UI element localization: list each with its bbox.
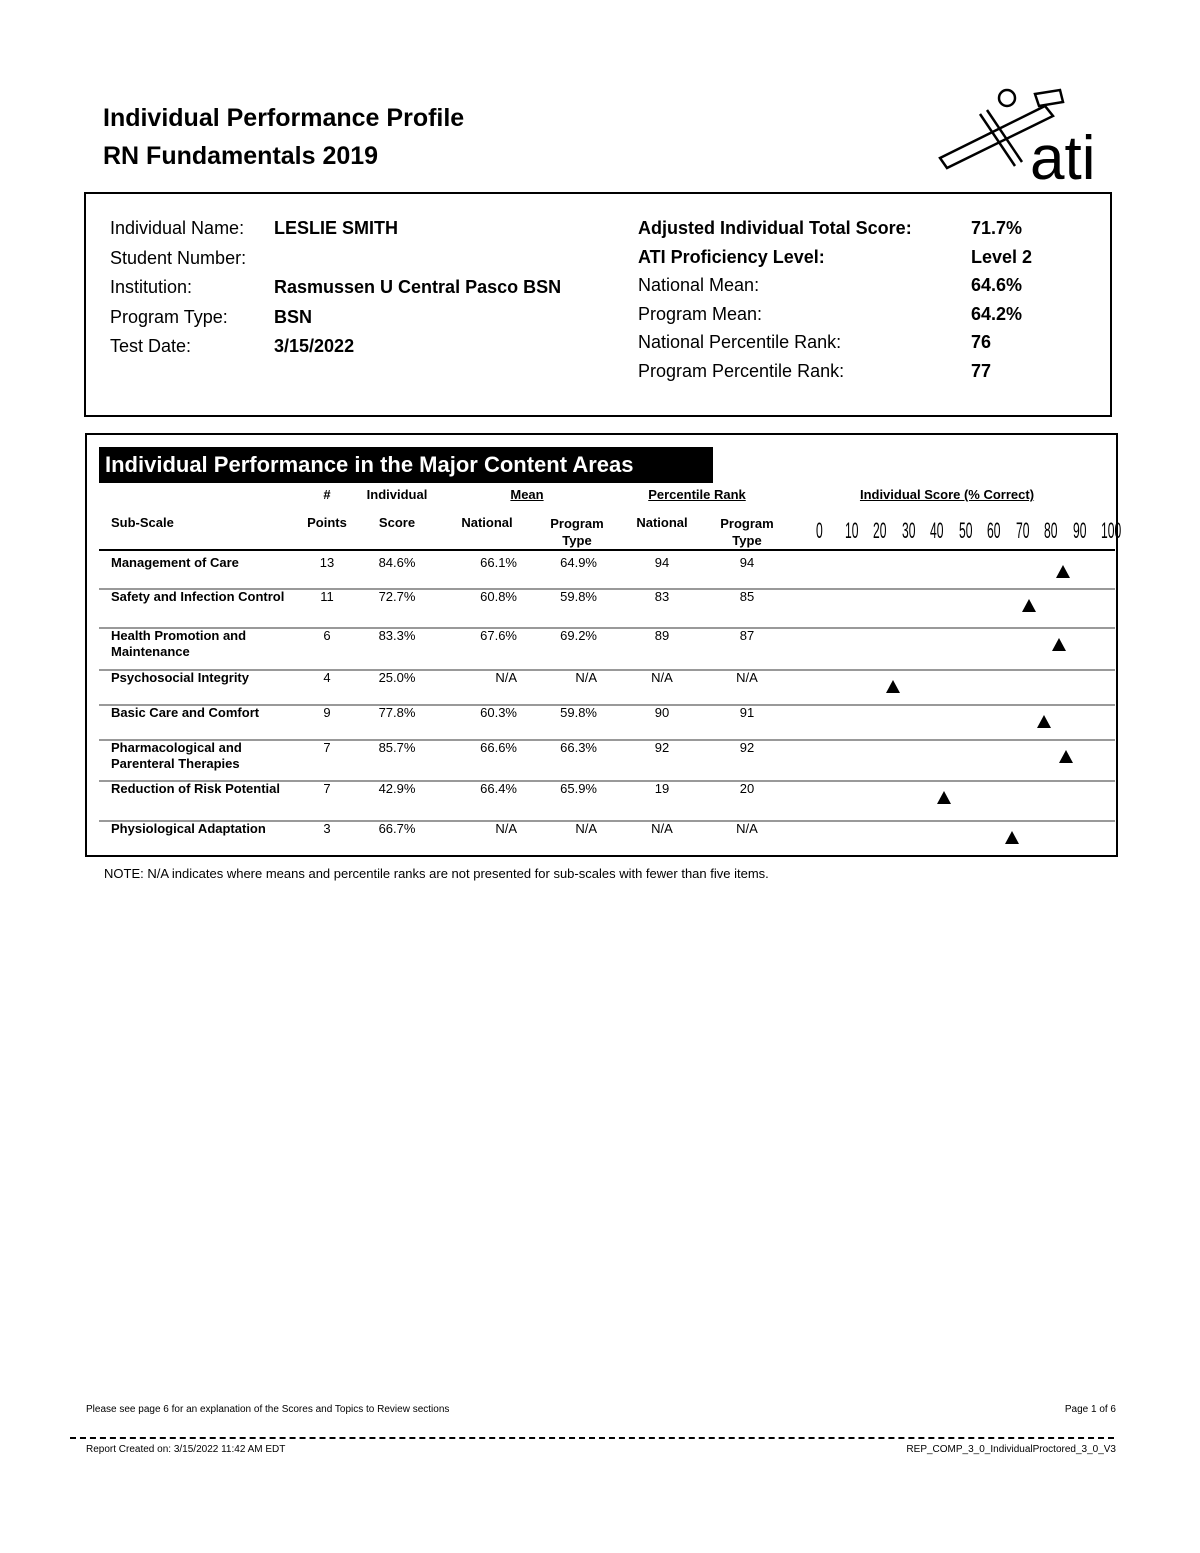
score-cell: 25.0%	[378, 670, 416, 685]
sub-scale-name: Psychosocial Integrity	[111, 670, 249, 685]
summary-label: National Mean:	[638, 275, 760, 295]
program-mean-cell: 59.8%	[560, 589, 597, 604]
program-pr-cell: 94	[739, 555, 755, 570]
summary-value: 64.6%	[971, 275, 1023, 295]
scale-tick: 50	[958, 518, 972, 543]
score-cell: 66.7%	[378, 821, 416, 836]
points-cell: 9	[323, 705, 331, 720]
header-program-type-pr: Program Type	[720, 516, 774, 548]
points-cell: 7	[323, 740, 331, 755]
points-cell: 6	[323, 628, 331, 643]
scale-tick: 40	[930, 518, 944, 543]
national-pr-cell: 92	[654, 740, 670, 755]
score-cell: 85.7%	[378, 740, 416, 755]
summary-label: National Percentile Rank:	[638, 332, 842, 352]
summary-value: 77	[971, 360, 992, 381]
header-rule	[99, 549, 1115, 551]
header-sub-scale: Sub-Scale	[111, 515, 174, 530]
footer-explanation: Please see page 6 for an explanation of the Scores and Topics to Review sections	[86, 1404, 450, 1415]
points-cell: 4	[323, 670, 331, 685]
score-marker	[1005, 831, 1019, 844]
program-pr-cell: N/A	[736, 821, 758, 836]
scale-tick: 70	[1015, 518, 1029, 543]
header-individual-score: Individual Score (% Correct)	[859, 487, 1035, 502]
score-cell: 42.9%	[378, 781, 416, 796]
score-marker	[1059, 750, 1073, 763]
sub-scale-name: Health Promotion and Maintenance	[111, 628, 247, 659]
program-mean-cell: 69.2%	[560, 628, 597, 643]
header-mean: Mean	[510, 487, 544, 502]
sub-scale-name: Reduction of Risk Potential	[111, 781, 281, 796]
program-mean-cell: N/A	[575, 670, 597, 685]
national-mean-cell: 60.8%	[480, 589, 517, 604]
score-cell: 77.8%	[378, 705, 416, 720]
student-info-panel	[84, 192, 1112, 417]
summary-label: Adjusted Individual Total Score:	[638, 218, 912, 238]
footer-created: Report Created on: 3/15/2022 11:42 AM EDT	[86, 1444, 286, 1455]
national-pr-cell: 19	[654, 781, 670, 796]
scale-tick: 90	[1072, 518, 1086, 543]
national-mean-cell: N/A	[495, 821, 517, 836]
footer-divider	[70, 1437, 1114, 1439]
national-pr-cell: N/A	[651, 821, 673, 836]
national-mean-cell: 60.3%	[480, 705, 517, 720]
scale-tick: 30	[901, 518, 915, 543]
program-pr-cell: 91	[739, 705, 755, 720]
program-mean-cell: N/A	[575, 821, 597, 836]
summary-value: 64.2%	[971, 303, 1023, 324]
program-mean-cell: 65.9%	[560, 781, 597, 796]
scale-tick: 20	[873, 518, 887, 543]
national-mean-cell: 66.4%	[480, 781, 517, 796]
national-pr-cell: 83	[654, 589, 670, 604]
score-cell: 72.7%	[378, 589, 416, 604]
info-value: BSN	[274, 306, 313, 327]
header-national-mean: National	[461, 515, 513, 530]
header-program-type-mean: Program Type	[550, 516, 604, 548]
summary-value: 76	[971, 332, 992, 352]
points-cell: 7	[323, 781, 331, 796]
score-marker	[937, 791, 951, 804]
national-pr-cell: 94	[654, 555, 670, 570]
summary-value: Level 2	[971, 246, 1033, 267]
sub-scale-name: Management of Care	[111, 555, 239, 570]
score-marker	[1052, 638, 1066, 651]
points-cell: 13	[319, 555, 335, 570]
header-national-pr: National	[636, 515, 688, 530]
score-marker	[1037, 715, 1051, 728]
summary-label: ATI Proficiency Level:	[638, 246, 825, 267]
info-value: LESLIE SMITH	[274, 218, 399, 238]
score-cell: 83.3%	[378, 628, 416, 643]
score-marker	[1056, 565, 1070, 578]
program-mean-cell: 66.3%	[560, 740, 597, 755]
header-individual: Individual	[366, 487, 428, 502]
sub-scale-name: Safety and Infection Control	[111, 589, 285, 604]
header-hash: #	[323, 487, 331, 502]
logo-text: ati	[1030, 124, 1096, 186]
score-cell: 84.6%	[378, 555, 416, 570]
section-title: Individual Performance in the Major Content Areas	[99, 447, 713, 483]
sub-scale-name: Basic Care and Comfort	[111, 705, 260, 720]
program-pr-cell: 92	[739, 740, 755, 755]
national-mean-cell: 66.6%	[480, 740, 517, 755]
info-label: Program Type:	[110, 306, 228, 327]
info-value: 3/15/2022	[274, 336, 355, 356]
program-mean-cell: 64.9%	[560, 555, 597, 570]
summary-label: Program Mean:	[638, 303, 763, 324]
program-pr-cell: 87	[739, 628, 755, 643]
program-pr-cell: 20	[739, 781, 755, 796]
scale-tick: 0	[816, 518, 823, 543]
sub-scale-name: Physiological Adaptation	[111, 821, 266, 836]
score-marker	[886, 680, 900, 693]
info-label: Institution:	[110, 277, 193, 297]
summary-label: Program Percentile Rank:	[638, 360, 845, 381]
na-note: NOTE: N/A indicates where means and percentile ranks are not presented for sub-scales with fewer than five items.	[104, 866, 769, 881]
performance-panel	[85, 433, 1122, 857]
national-mean-cell: 67.6%	[480, 628, 517, 643]
footer-report-code: REP_COMP_3_0_IndividualProctored_3_0_V3	[906, 1444, 1116, 1455]
header-points: Points	[307, 515, 347, 530]
ati-logo-icon	[935, 86, 1115, 186]
national-pr-cell: N/A	[651, 670, 673, 685]
info-label: Student Number:	[110, 247, 247, 268]
program-pr-cell: N/A	[736, 670, 758, 685]
national-pr-cell: 90	[654, 705, 670, 720]
page-subtitle: RN Fundamentals 2019	[103, 142, 379, 170]
score-marker	[1022, 599, 1036, 612]
header-percentile-rank: Percentile Rank	[648, 487, 746, 502]
scale-tick: 80	[1044, 518, 1058, 543]
sub-scale-name: Pharmacological and Parenteral Therapies	[111, 740, 242, 771]
scale-tick: 60	[987, 518, 1001, 543]
info-label: Test Date:	[110, 336, 192, 356]
points-cell: 3	[323, 821, 331, 836]
info-value: Rasmussen U Central Pasco BSN	[274, 277, 562, 297]
national-mean-cell: N/A	[495, 670, 517, 685]
page-title: Individual Performance Profile	[103, 104, 465, 132]
national-pr-cell: 89	[654, 628, 670, 643]
summary-value: 71.7%	[971, 218, 1023, 238]
header-score: Score	[378, 515, 416, 530]
points-cell: 11	[320, 589, 334, 604]
info-label: Individual Name:	[110, 218, 245, 238]
program-mean-cell: 59.8%	[560, 705, 597, 720]
footer-page: Page 1 of 6	[1064, 1404, 1116, 1415]
program-pr-cell: 85	[739, 589, 755, 604]
national-mean-cell: 66.1%	[480, 555, 517, 570]
scale-tick: 100	[1101, 518, 1122, 543]
scale-tick: 10	[844, 518, 858, 543]
